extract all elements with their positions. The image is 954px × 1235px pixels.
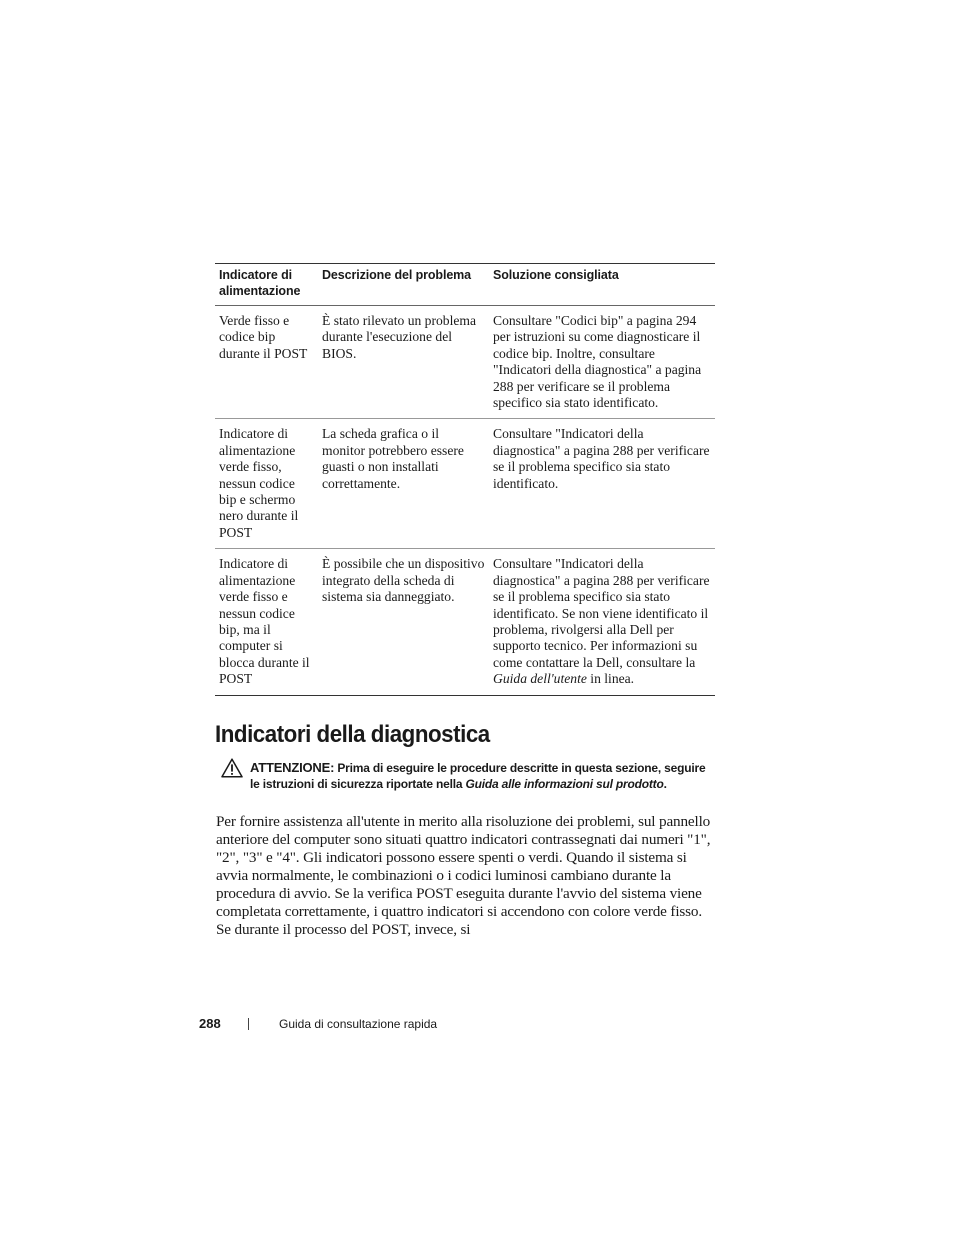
warning-note — [250, 760, 710, 793]
column-header-solution: Soluzione consigliata — [489, 264, 715, 306]
body-paragraph: Per fornire assistenza all'utente in merito alla risoluzione dei problemi, sul pannello anteriore del computer sono situati quattro indicatori contrassegnati dai numeri "1", "2", "3" e "4". Gli indicatori possono essere spenti o verdi. Quando il sistema si avvia normalmente, le combinazioni o i codici luminosi cambiano durante la procedura di avvio. Se la verifica POST eseguita durante l'avvio del sistema viene completata correttamente, i quattro indicatori si accendono con colore verde fisso. Se durante il processo del POST, invece, si — [216, 813, 711, 938]
table-row — [215, 306, 715, 419]
troubleshooting-table — [215, 263, 715, 696]
column-header-description: Descrizione del problema — [318, 264, 489, 306]
warning-text: Prima di eseguire le procedure descritte in questa sezione, seguire le istruzioni di sicurezza riportate nella — [250, 761, 706, 792]
footer-separator — [248, 1018, 249, 1030]
table-row — [215, 549, 715, 695]
power-indicator-table — [215, 263, 715, 696]
solution-text-end: in linea. — [586, 671, 635, 687]
table-row — [215, 419, 715, 549]
cell-solution: Consultare "Codici bip" a pagina 294 per istruzioni su come diagnosticare il codice bip. Inoltre, consultare "Indicatori della diagnostica" a pagina 288 per verificare se il problema specifico sia stato identificato. — [489, 306, 715, 419]
table-header-row — [215, 264, 715, 306]
warning-label: ATTENZIONE: — [250, 760, 335, 775]
page-number: 288 — [199, 1016, 221, 1031]
cell-solution: Consultare "Indicatori della diagnostica" a pagina 288 per verificare se il problema specifico sia stato identificato. — [489, 419, 715, 549]
solution-text: Consultare "Indicatori della diagnostica" a pagina 288 per verificare se il problema specifico sia stato identificato. Se non viene identificato il problema, rivolgersi alla Dell per supporto tecnico. Per informazioni su come contattare la Dell, consultare la — [493, 556, 710, 670]
cell-description: È possibile che un dispositivo integrato della scheda di sistema sia danneggiato. — [318, 549, 489, 695]
column-header-indicator: Indicatore di alimentazione — [215, 264, 318, 306]
cell-description: La scheda grafica o il monitor potrebbero essere guasti o non installati correttamente. — [318, 419, 489, 549]
cell-solution — [489, 549, 715, 695]
warning-triangle-icon — [221, 758, 243, 778]
cell-indicator: Verde fisso e codice bip durante il POST — [215, 306, 318, 419]
warning-end: . — [663, 777, 667, 792]
cell-indicator: Indicatore di alimentazione verde fisso e nessun codice bip, ma il computer si blocca durante il POST — [215, 549, 318, 695]
user-guide-reference: Guida dell'utente — [493, 671, 587, 687]
cell-indicator: Indicatore di alimentazione verde fisso, nessun codice bip e schermo nero durante il POST — [215, 419, 318, 549]
safety-guide-reference: Guida alle informazioni sul prodotto — [465, 777, 664, 792]
footer-doc-title: Guida di consultazione rapida — [279, 1017, 438, 1031]
section-title: Indicatori della diagnostica — [215, 721, 490, 748]
cell-description: È stato rilevato un problema durante l'esecuzione del BIOS. — [318, 306, 489, 419]
